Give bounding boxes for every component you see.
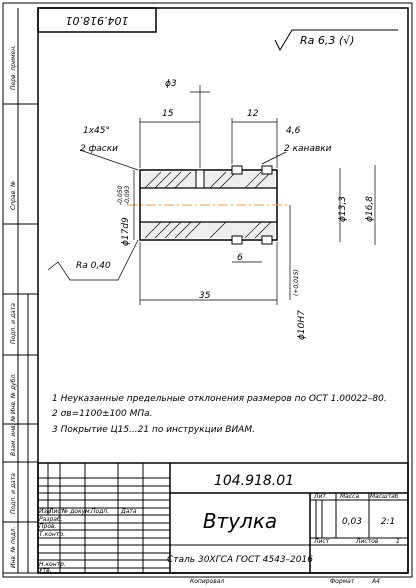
part-name: Втулка bbox=[202, 509, 278, 533]
row-header: Изм bbox=[39, 508, 52, 515]
general-roughness: Ra 6,3 (√) bbox=[300, 34, 355, 47]
row-header: Лист bbox=[49, 508, 65, 515]
stamp-label: Взам. инв. № bbox=[10, 415, 17, 456]
stamp-label: Инв. № подл. bbox=[10, 526, 17, 568]
stamp-label: Инв. № дубл. bbox=[10, 372, 17, 414]
dim-outer-tol-lower: -0,093 bbox=[124, 185, 131, 205]
dim-groove-width: 4,6 bbox=[286, 126, 301, 136]
copied-label: Копировал bbox=[190, 578, 225, 585]
role: Т.контр. bbox=[39, 531, 66, 538]
sheets-value: 1 bbox=[396, 538, 400, 545]
stamp-label: Подп. и дата bbox=[10, 303, 17, 344]
dim-groove-diameter: ϕ13,3 bbox=[338, 196, 348, 222]
material: Сталь 30ХГСА ГОСТ 4543–2016 bbox=[167, 555, 313, 565]
format-value: А4 bbox=[372, 578, 380, 585]
dim-bore: ϕ10H7 bbox=[297, 310, 307, 340]
role: Пров. bbox=[39, 523, 57, 530]
dim-16-8: ϕ16,8 bbox=[365, 196, 375, 222]
sheets-label: Листов bbox=[356, 538, 379, 545]
dim-chamfer-note: 2 фаски bbox=[80, 144, 119, 154]
dim-12: 12 bbox=[247, 109, 259, 119]
left-stamp-labels bbox=[10, 45, 17, 568]
stamp-label: Справ. № bbox=[10, 180, 17, 210]
col-scale: Масштаб bbox=[370, 493, 399, 500]
dim-outer-tol-upper: -0,050 bbox=[117, 185, 124, 205]
tech-note: 3 Покрытие Ц15...21 по инструкции ВИАМ. bbox=[52, 425, 255, 435]
hatch-bottom bbox=[142, 222, 275, 238]
dim-6: 6 bbox=[237, 253, 243, 263]
dim-groove-note: 2 канавки bbox=[284, 144, 332, 154]
role: Утв. bbox=[39, 567, 52, 574]
row-header: Дата bbox=[121, 508, 137, 515]
inverted-drawing-number: 104.918.01 bbox=[65, 14, 129, 27]
left-stamp bbox=[3, 8, 38, 573]
stamp-label: Перв. примен. bbox=[10, 44, 17, 90]
mass-value: 0,03 bbox=[341, 517, 363, 527]
row-header: № докум. bbox=[62, 508, 92, 515]
dim-hole: ϕ3 bbox=[165, 79, 177, 89]
dim-35: 35 bbox=[199, 291, 211, 301]
part-view bbox=[128, 166, 290, 244]
role: Разраб. bbox=[39, 516, 63, 523]
local-roughness: Ra 0,40 bbox=[76, 261, 111, 271]
dim-15: 15 bbox=[162, 109, 174, 119]
role: Н.контр. bbox=[39, 561, 66, 568]
stamp-label: Подп. и дата bbox=[10, 473, 17, 514]
format-label: Формат bbox=[330, 578, 355, 585]
col-mass: Масса bbox=[340, 493, 360, 500]
dim-outer-diameter: ϕ17d9 bbox=[121, 217, 131, 246]
hatch-top bbox=[142, 172, 275, 188]
scale-value: 2:1 bbox=[380, 517, 396, 527]
row-header: Подп. bbox=[91, 508, 110, 515]
title-doc-number: 104.918.01 bbox=[213, 473, 295, 489]
sheet-border bbox=[3, 3, 412, 577]
col-litera: Лит. bbox=[314, 493, 328, 500]
dimension-lines bbox=[48, 85, 375, 305]
sheet-label: Лист bbox=[314, 538, 330, 545]
tech-note: 2 σв=1100±100 МПа. bbox=[52, 409, 153, 419]
dim-bore-tol: (+0,015) bbox=[293, 269, 300, 296]
dim-chamfer: 1x45° bbox=[83, 126, 111, 136]
tech-note: 1 Неуказанные предельные отклонения размеров по ОСТ 1.00022–80. bbox=[52, 394, 387, 404]
